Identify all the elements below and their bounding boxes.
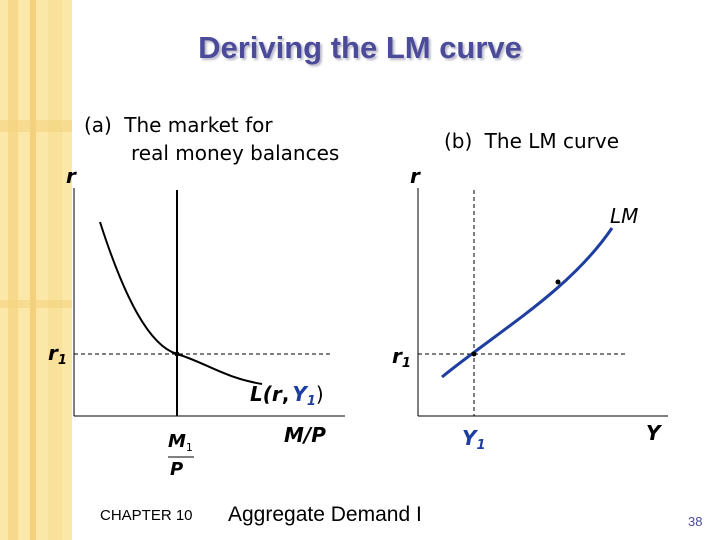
page-number: 38 bbox=[688, 514, 703, 529]
footer-topic: Aggregate Demand I bbox=[228, 503, 422, 526]
panel-b-r1-letter: r bbox=[392, 344, 402, 368]
demand-Y: Y bbox=[292, 382, 307, 406]
money-demand-label bbox=[250, 382, 324, 409]
panel-b-y1-letter: Y bbox=[462, 426, 477, 450]
panel-b-second-point bbox=[556, 280, 561, 285]
panel-a-r1-letter: r bbox=[48, 341, 58, 365]
supply-denominator: P bbox=[170, 459, 184, 480]
panel-b-title: The LM curve bbox=[484, 129, 620, 153]
panel-a-y-axis-label: r bbox=[66, 164, 76, 188]
panel-a-title-line2: real money balances bbox=[131, 141, 340, 165]
lm-curve bbox=[442, 228, 612, 377]
panel-b-r1-label bbox=[392, 344, 411, 371]
demand-r: r bbox=[271, 382, 282, 406]
demand-comma: , bbox=[281, 382, 290, 406]
panel-b-y1-label bbox=[462, 426, 486, 453]
panel-a-title-line1: The market for bbox=[124, 113, 273, 137]
demand-sub: 1 bbox=[306, 394, 316, 409]
demand-prefix: L( bbox=[250, 382, 272, 406]
supply-numerator-sub: 1 bbox=[185, 441, 193, 454]
lm-curve-label: LM bbox=[610, 204, 639, 228]
footer-chapter: CHAPTER 10 bbox=[100, 507, 193, 524]
panel-a-r1-subscript: 1 bbox=[57, 353, 67, 368]
panel-b-x-axis-label: Y bbox=[646, 421, 661, 445]
slide-title: Deriving the LM curve bbox=[198, 30, 522, 65]
panel-a-x-axis-label: M/P bbox=[284, 423, 326, 447]
supply-numerator-letter: M bbox=[168, 431, 186, 452]
panel-b-y-axis-label: r bbox=[410, 164, 420, 188]
supply-numerator bbox=[168, 431, 193, 452]
panel-b-r1-subscript: 1 bbox=[401, 356, 411, 371]
money-demand-curve bbox=[100, 222, 262, 384]
panel-a-equilibrium-point bbox=[175, 352, 180, 357]
panel-a-prefix: (a) bbox=[84, 113, 112, 137]
panel-b-prefix: (b) bbox=[444, 129, 473, 153]
panel-b-equilibrium-point bbox=[472, 352, 477, 357]
panel-b-y1-subscript: 1 bbox=[476, 438, 486, 453]
panel-a-r1-label bbox=[48, 341, 67, 368]
demand-suffix: ) bbox=[315, 382, 324, 406]
